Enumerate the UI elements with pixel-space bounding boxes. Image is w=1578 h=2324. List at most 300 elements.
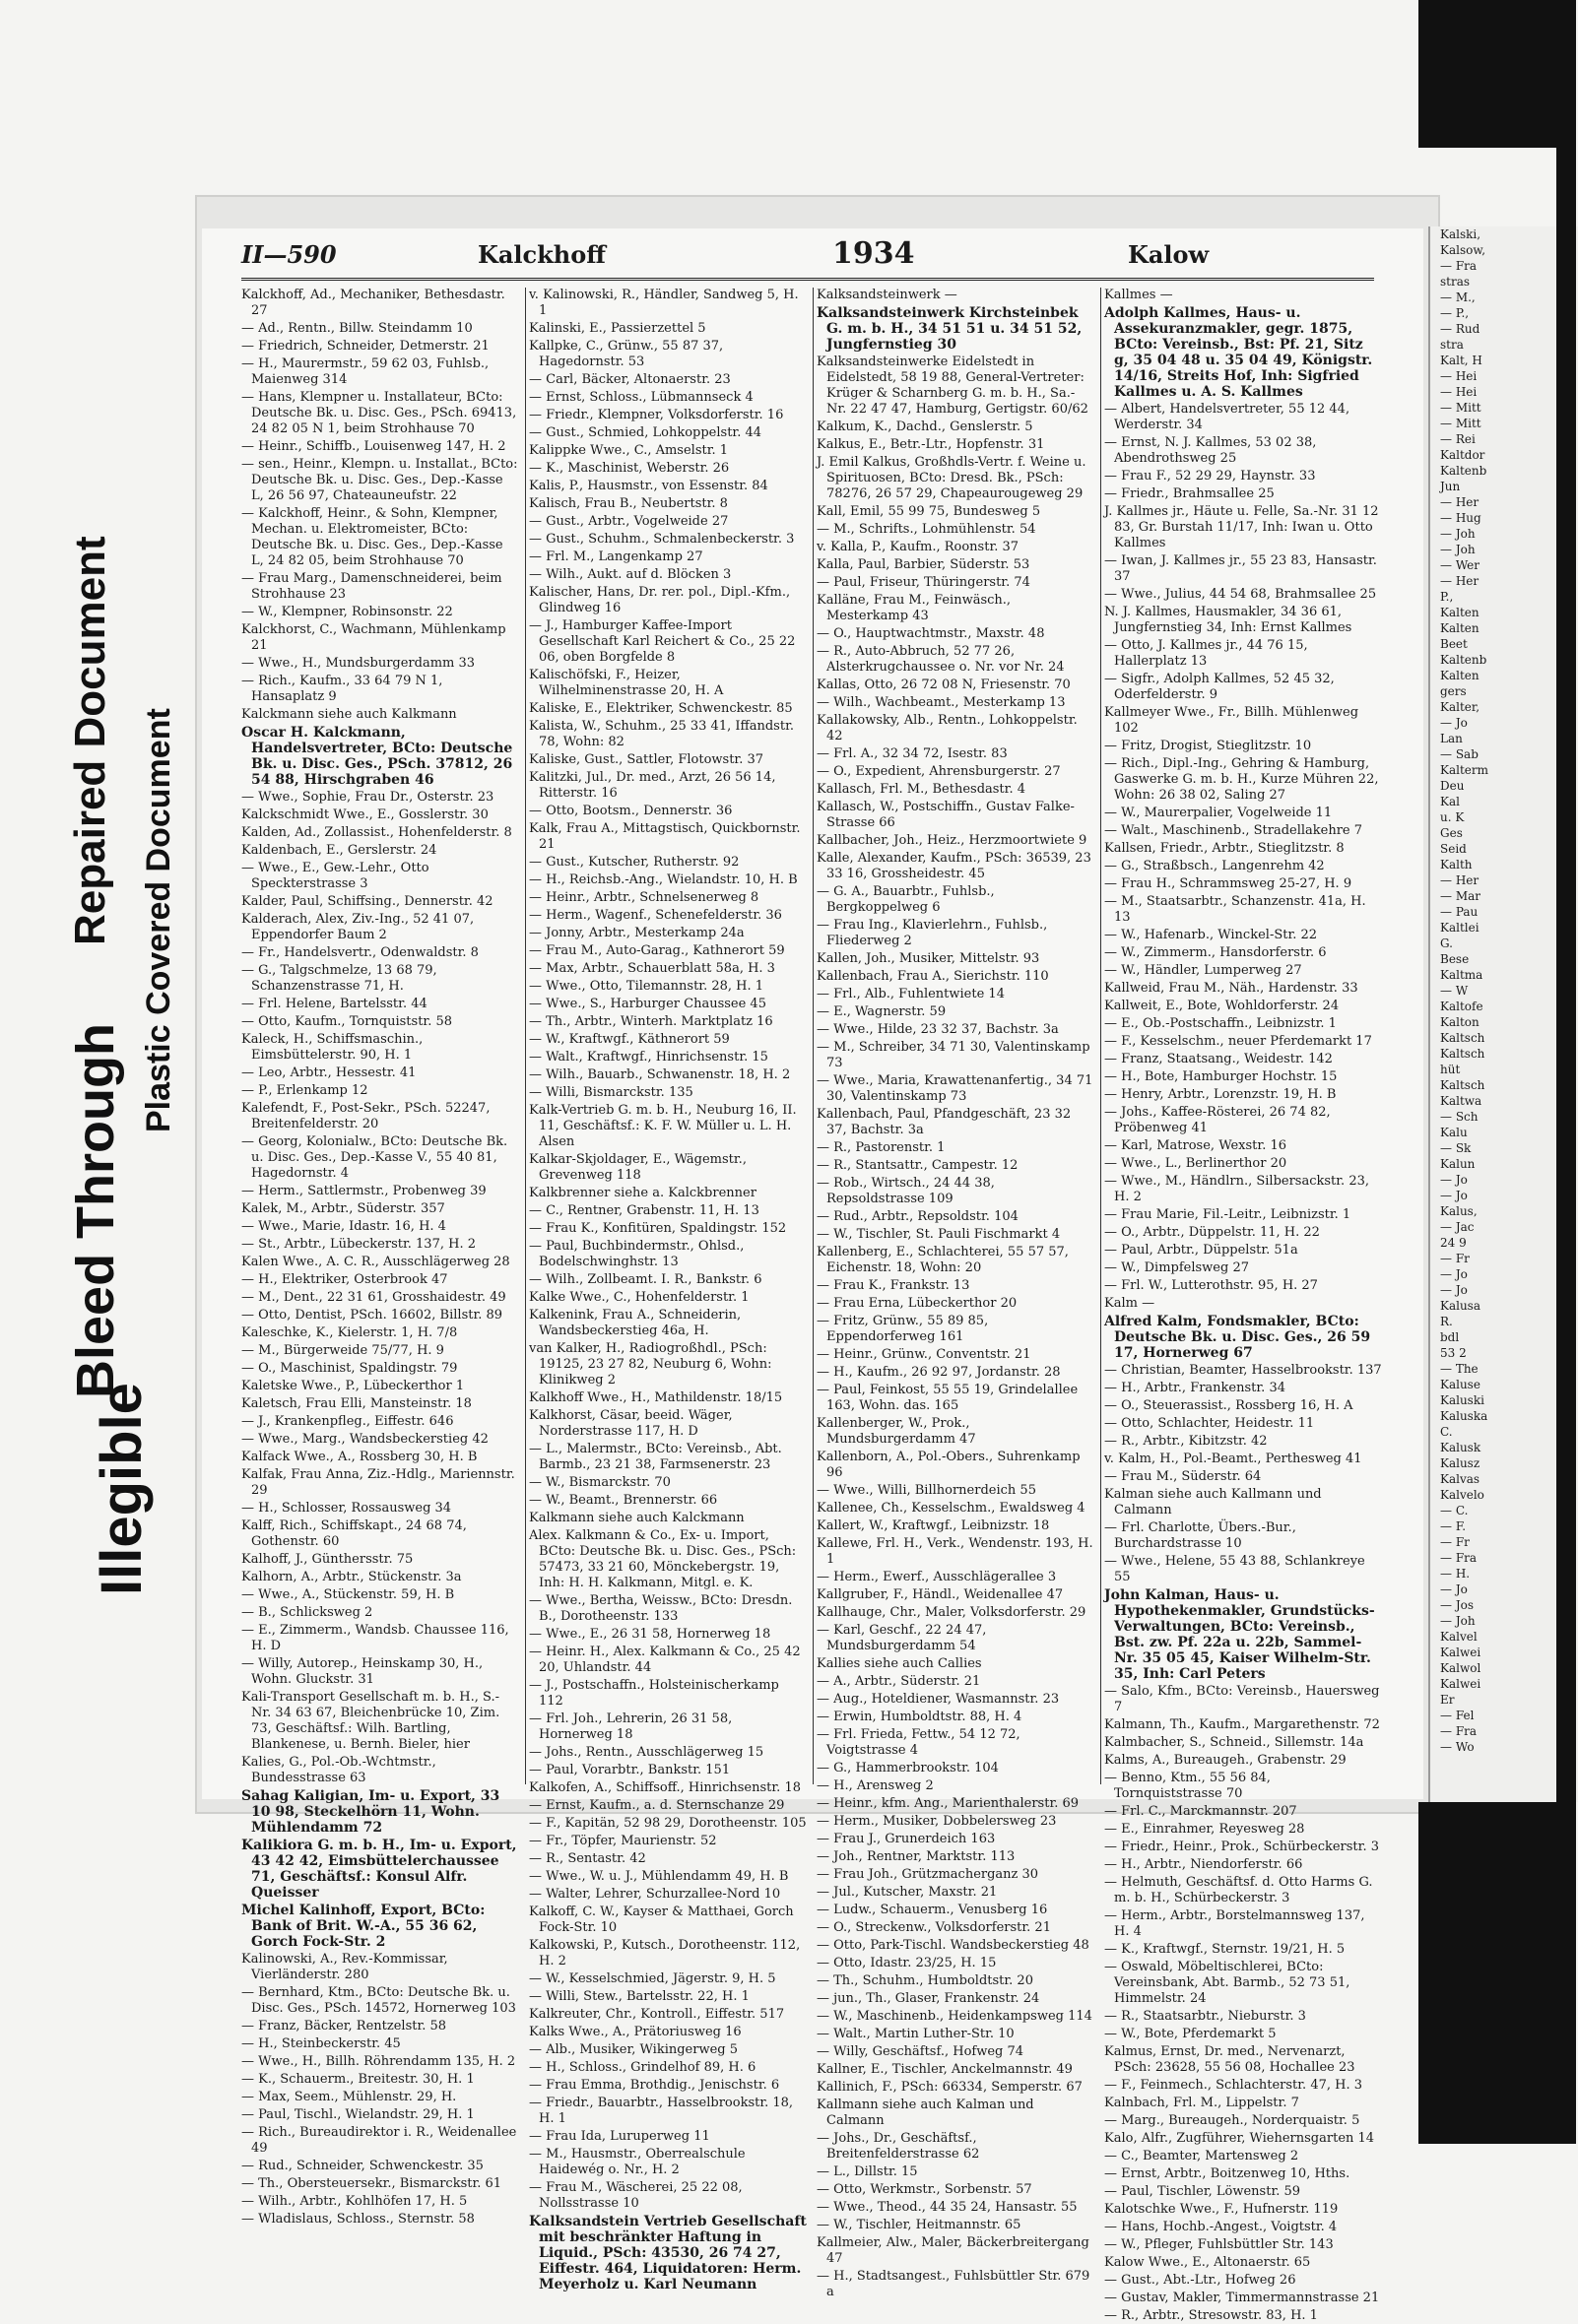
directory-entry: — Willy, Geschäftsf., Hofweg 74: [817, 2044, 1024, 2059]
directory-entry: — Otto, Park-Tischl. Wandsbeckerstieg 48: [817, 1938, 1089, 1953]
directory-entry: — H., Steinbeckerstr. 45: [241, 2036, 401, 2051]
directory-entry: — Hans, Klempner u. Installateur, BCto: Deutsche Bk. u. Disc. Ges., PSch. 69413, 24 82 05 N 1, beim Strohhause 70: [241, 390, 517, 436]
fragment-line: — H.: [1440, 1567, 1471, 1581]
fragment-line: Kalusz: [1440, 1456, 1480, 1470]
directory-entry: — Gustav, Makler, Timmermannstrasse 21: [1104, 2291, 1380, 2305]
directory-entry: Kaliske, Gust., Sattler, Flotowstr. 37: [529, 752, 764, 767]
header-right-keyword: Kalow: [1128, 240, 1210, 269]
fragment-line: Kalwei: [1440, 1646, 1481, 1659]
fragment-line: Seid: [1440, 842, 1467, 856]
directory-entry: Kalkar-Skjoldager, E., Wägemstr., Grevenweg 118: [529, 1152, 747, 1183]
directory-entry: — Jonny, Arbtr., Mesterkamp 24a: [529, 926, 745, 940]
directory-entry: — P., Erlenkamp 12: [241, 1083, 368, 1098]
fragment-line: Kalvelo: [1440, 1488, 1484, 1502]
directory-entry: — Friedr., Bauarbtr., Hasselbrookstr. 18, H. 1: [529, 2096, 794, 2126]
directory-entry: — J., Postschaffn., Holsteinischerkamp 112: [529, 1678, 779, 1709]
directory-entry: Kalmus, Ernst, Dr. med., Nervenarzt, PSch: 23628, 55 56 08, Hochallee 23: [1104, 2044, 1355, 2075]
directory-entry: — Friedr., Klempner, Volksdorferstr. 16: [529, 408, 784, 422]
directory-entry: — Wwe., E., 26 31 58, Hornerweg 18: [529, 1627, 771, 1642]
directory-entry: — Frau Erna, Lübeckerthor 20: [817, 1296, 1018, 1311]
directory-entry: Kalinowski, A., Rev.-Kommissar, Vierländerstr. 280: [241, 1952, 448, 1982]
directory-entry: — Helmuth, Geschäftsf. d. Otto Harms G. m. b. H., Schürbeckerstr. 3: [1104, 1875, 1373, 1905]
directory-entry: — Frau Marg., Damenschneiderei, beim Strohhause 23: [241, 571, 502, 602]
directory-entry: — Heinr., Schiffb., Louisenweg 147, H. 2: [241, 439, 506, 454]
directory-entry: Kalkreuter, Chr., Kontroll., Eiffestr. 517: [529, 2007, 785, 2022]
directory-entry: — Wwe., Theod., 44 35 24, Hansastr. 55: [817, 2200, 1078, 2215]
directory-entry: — Frl. A., 32 34 72, Isestr. 83: [817, 746, 1008, 761]
directory-entry: Kallhauge, Chr., Maler, Volksdorferstr. 29: [817, 1605, 1086, 1620]
directory-entry: Kalkoff, C. W., Kayser & Matthaei, Gorch Fock-Str. 10: [529, 1904, 794, 1935]
directory-columns: [241, 288, 1382, 2323]
directory-entry: Kalkhoff Wwe., H., Mathildenstr. 18/15: [529, 1390, 783, 1405]
directory-entry: — Frau M., Süderstr. 64: [1104, 1469, 1262, 1484]
fragment-line: u. K: [1440, 810, 1465, 824]
fragment-line: Kaltma: [1440, 968, 1483, 982]
directory-entry: — E., Wagnerstr. 59: [817, 1004, 947, 1019]
column-4: [1104, 288, 1382, 2323]
fragment-line: bdl: [1440, 1330, 1460, 1344]
directory-entry: Kalks Wwe., A., Prätoriusweg 16: [529, 2025, 742, 2039]
directory-entry: — K., Kraftwgf., Sternstr. 19/21, H. 5: [1104, 1942, 1346, 1957]
fragment-line: — C.: [1440, 1504, 1469, 1517]
directory-entry: — Paul, Buchbindermstr., Ohlsd., Bodelschwinghstr. 13: [529, 1239, 745, 1269]
directory-entry: — Friedr., Heinr., Prok., Schürbeckerstr. 3: [1104, 1840, 1379, 1854]
directory-entry: — Benno, Ktm., 55 56 84, Tornquiststrasse 70: [1104, 1771, 1271, 1801]
directory-entry: — Karl, Geschf., 22 24 47, Mundsburgerdamm 54: [817, 1623, 987, 1653]
fragment-line: Kalterm: [1440, 763, 1488, 777]
directory-entry: — Herm., Ewerf., Ausschlägerallee 3: [817, 1570, 1057, 1584]
directory-entry: — W., Zimmerm., Hansdorferstr. 6: [1104, 945, 1327, 960]
directory-entry: — Frl. Frieda, Fettw., 54 12 72, Voigtstrasse 4: [817, 1727, 1020, 1758]
header-left-keyword: Kalckhoff: [478, 240, 606, 269]
fragment-line: — Jos: [1440, 1598, 1475, 1612]
directory-entry: — Iwan, J. Kallmes jr., 55 23 83, Hansastr. 37: [1104, 553, 1377, 584]
fragment-line: Ges: [1440, 826, 1463, 840]
directory-entry: — Wwe., Marie, Idastr. 16, H. 4: [241, 1219, 446, 1234]
label-bleed-through: Bleed Through: [66, 1023, 125, 1398]
fragment-line: P.,: [1440, 590, 1454, 604]
fragment-line: — Wo: [1440, 1740, 1475, 1754]
directory-entry: — Willi, Bismarckstr. 135: [529, 1085, 693, 1100]
directory-entry: — Wwe., Helene, 55 43 88, Schlankreye 55: [1104, 1554, 1365, 1584]
directory-entry: v. Kalm, H., Pol.-Beamt., Perthesweg 41: [1104, 1452, 1362, 1466]
directory-entry: — H., Bote, Hamburger Hochstr. 15: [1104, 1069, 1338, 1084]
fragment-line: — Hug: [1440, 511, 1481, 525]
directory-entry: — Wwe., Otto, Tilemannstr. 28, H. 1: [529, 979, 764, 994]
fragment-line: — Joh: [1440, 1614, 1476, 1628]
fragment-line: — Fr: [1440, 1535, 1470, 1549]
directory-entry: Kallenberger, W., Prok., Mundsburgerdamm 47: [817, 1416, 976, 1447]
directory-entry: — Johs., Kaffee-Rösterei, 26 74 82, Pröbenweg 41: [1104, 1105, 1331, 1135]
fragment-line: Kalten: [1440, 669, 1479, 682]
directory-entry: — Fritz, Drogist, Stieglitzstr. 10: [1104, 739, 1312, 753]
directory-entry: — Wwe., Marg., Wandsbeckerstieg 42: [241, 1432, 489, 1447]
directory-entry: Kallenbach, Paul, Pfandgeschäft, 23 32 37, Bachstr. 3a: [817, 1107, 1072, 1137]
column-3: [817, 288, 1094, 2299]
directory-entry: Kalden, Ad., Zollassist., Hohenfelderstr. 8: [241, 825, 512, 840]
directory-entry: — Frau M., Wäscherei, 25 22 08, Nollsstrasse 10: [529, 2180, 743, 2211]
column-separator: [1100, 288, 1101, 1784]
fragment-line: — W: [1440, 984, 1469, 998]
fragment-line: Kalten: [1440, 606, 1479, 619]
fragment-line: — Sch: [1440, 1110, 1479, 1124]
directory-entry: — Paul, Vorarbtr., Bankstr. 151: [529, 1763, 731, 1777]
directory-entry: J. Emil Kalkus, Großhdls-Vertr. f. Weine u. Spirituosen, BCto: Dresd. Bk., PSch: 78276, 26 57 29, Chapeaurougeweg 29: [817, 455, 1086, 501]
directory-entry: Kalff, Rich., Schiffskapt., 24 68 74, Gothenstr. 60: [241, 1518, 467, 1549]
directory-entry: — Rich., Bureaudirektor i. R., Weidenallee 49: [241, 2125, 517, 2156]
scan-border-right: [1556, 148, 1576, 1812]
directory-entry: — Sigfr., Adolph Kallmes, 52 45 32, Oderfelderstr. 9: [1104, 672, 1335, 702]
directory-entry: John Kalman, Haus- u. Hypothekenmakler, Grundstücks-Verwaltungen, BCto: Vereinsb., Bst. zw. Pf. 22a u. 22b, Sammel-Nr. 35 05 45, Kaiser Wilhelm-Str. 35, Inh: Carl Peters: [1104, 1587, 1375, 1682]
directory-entry: Kallas, Otto, 26 72 08 N, Friesenstr. 70: [817, 678, 1071, 692]
fragment-line: Kaluska: [1440, 1409, 1488, 1423]
directory-entry: Kallsen, Friedr., Arbtr., Stieglitzstr. 8: [1104, 841, 1345, 856]
fragment-line: — Jo: [1440, 1582, 1468, 1596]
fragment-line: Jun: [1440, 480, 1461, 493]
directory-entry: — Fr., Töpfer, Maurienstr. 52: [529, 1834, 717, 1848]
directory-entry: — Frl. Charlotte, Übers.-Bur., Burchardstrasse 10: [1104, 1520, 1296, 1551]
directory-entry: Kalder, Paul, Schiffsing., Dennerstr. 42: [241, 894, 493, 909]
fragment-line: — Jo: [1440, 1189, 1468, 1202]
directory-entry: — H., Stadtsangest., Fuhlsbüttler Str. 679 a: [817, 2269, 1090, 2299]
directory-entry: — Frau K., Konfitüren, Spaldingstr. 152: [529, 1221, 787, 1236]
column-separator: [813, 288, 814, 1784]
directory-entry: Kalfack Wwe., A., Rossberg 30, H. B: [241, 1450, 478, 1464]
directory-entry: — Heinr., kfm. Ang., Marienthalerstr. 69: [817, 1796, 1080, 1811]
directory-entry: Kallewe, Frl. H., Verk., Wendenstr. 193, H. 1: [817, 1536, 1093, 1567]
directory-entry: — Otto, Werkmstr., Sorbenstr. 57: [817, 2182, 1032, 2197]
side-annotation-labels: [0, 0, 197, 2144]
directory-entry: — Wwe., Maria, Krawattenanfertig., 34 71 30, Valentinskamp 73: [817, 1073, 1093, 1104]
directory-entry: — H., Maurermstr., 59 62 03, Fuhlsb., Maienweg 314: [241, 356, 490, 387]
directory-entry: — L., Malermstr., BCto: Vereinsb., Abt. Barmb., 23 21 38, Farmsenerstr. 23: [529, 1442, 782, 1472]
directory-entry: Alex. Kalkmann & Co., Ex- u. Import, BCto: Deutsche Bk. u. Disc. Ges., PSch: 57473, 33 21 60, Mönckebergstr. 19, Inh: H. H. Kalkmann, Mitgl. e. K.: [529, 1528, 797, 1590]
directory-entry: — L., Dillstr. 15: [817, 2164, 918, 2179]
fragment-line: G.: [1440, 936, 1453, 950]
directory-entry: Kalischer, Hans, Dr. rer. pol., Dipl.-Kfm., Glindweg 16: [529, 585, 791, 615]
directory-entry: Kalefendt, F., Post-Sekr., PSch. 52247, Breitenfelderstr. 20: [241, 1101, 491, 1131]
fragment-line: Kalwol: [1440, 1661, 1481, 1675]
directory-entry: — Frl. Helene, Bartelsstr. 44: [241, 997, 427, 1011]
header-rule: [241, 278, 1374, 283]
directory-entry: — Wilh., Aukt. auf d. Blöcken 3: [529, 567, 732, 582]
fragment-line: Kalun: [1440, 1157, 1476, 1171]
fragment-line: — M.,: [1440, 290, 1476, 304]
directory-entry: — A., Arbtr., Süderstr. 21: [817, 1674, 981, 1689]
directory-entry: — Wwe., Julius, 44 54 68, Brahmsallee 25: [1104, 587, 1377, 602]
directory-entry: — K., Maschinist, Weberstr. 26: [529, 461, 730, 476]
directory-entry: Kaliske, E., Elektriker, Schwenckestr. 85: [529, 701, 793, 716]
page-number: II—590: [241, 240, 337, 269]
directory-entry: — Herm., Musiker, Dobbelersweg 23: [817, 1814, 1057, 1829]
fragment-line: Kalus,: [1440, 1204, 1478, 1218]
fragment-line: Kaltenb: [1440, 653, 1487, 667]
directory-entry: — W., Tischler, Heitmannstr. 65: [817, 2218, 1021, 2232]
directory-entry: — Frau K., Frankstr. 13: [817, 1278, 970, 1293]
directory-entry: — O., Steuerassist., Rossberg 16, H. A: [1104, 1398, 1353, 1413]
directory-entry: — Ernst, Kaufm., a. d. Sternschanze 29: [529, 1798, 785, 1813]
fragment-line: stra: [1440, 338, 1464, 352]
fragment-line: Kaltdor: [1440, 448, 1485, 462]
directory-entry: Kallgruber, F., Händl., Weidenallee 47: [817, 1587, 1064, 1602]
fragment-line: — Mitt: [1440, 401, 1481, 415]
directory-entry: — Carl, Bäcker, Altonaerstr. 23: [529, 372, 731, 387]
directory-entry: — Gust., Schmied, Lohkoppelstr. 44: [529, 425, 762, 440]
directory-entry: — Frl. C., Marckmannstr. 207: [1104, 1804, 1297, 1819]
directory-entry: Kaletske Wwe., P., Lübeckerthor 1: [241, 1379, 465, 1393]
directory-entry: — H., Arbtr., Niendorferstr. 66: [1104, 1857, 1303, 1872]
directory-entry: — W., Klempner, Robinsonstr. 22: [241, 605, 453, 619]
directory-entry: — Max, Seem., Mühlenstr. 29, H.: [241, 2090, 457, 2104]
directory-entry: — Walt., Martin Luther-Str. 10: [817, 2027, 1015, 2041]
directory-entry: — Marg., Bureaugeh., Norderquaistr. 5: [1104, 2113, 1360, 2128]
directory-entry: Kalksandstein Vertrieb Gesellschaft mit beschränkter Haftung in Liquid., PSch: 43530, 26 74 27, Eiffestr. 464, Liquidatoren: Herm. Meyerholz u. Karl Neumann: [529, 2214, 807, 2292]
column-2: [529, 288, 807, 2292]
directory-entry: Kalen Wwe., A. C. R., Ausschlägerweg 28: [241, 1255, 510, 1269]
directory-entry: — St., Arbtr., Lübeckerstr. 137, H. 2: [241, 1237, 476, 1252]
fragment-line: — Wer: [1440, 558, 1480, 572]
directory-entry: Kalms, A., Bureaugeh., Grabenstr. 29: [1104, 1753, 1347, 1768]
directory-entry: — G., Talgschmelze, 13 68 79, Schanzenstrasse 71, H.: [241, 963, 437, 994]
label-repaired-document: Repaired Document: [66, 536, 114, 945]
directory-entry: Kalkhorst, Cäsar, beeid. Wäger, Norderstrasse 117, H. D: [529, 1408, 733, 1439]
fragment-line: — Fra: [1440, 1724, 1478, 1738]
directory-entry: — Wwe., E., Gew.-Lehr., Otto Speckterstrasse 3: [241, 861, 429, 891]
directory-entry: — W., Bote, Pferdemarkt 5: [1104, 2027, 1277, 2041]
directory-entry: — Wwe., Hilde, 23 32 37, Bachstr. 3a: [817, 1022, 1059, 1037]
fragment-line: Kaluski: [1440, 1393, 1484, 1407]
directory-entry: Kalla, Paul, Barbier, Süderstr. 53: [817, 557, 1030, 572]
header-year: 1934: [832, 236, 915, 271]
directory-entry: — Th., Obersteuersekr., Bismarckstr. 61: [241, 2176, 502, 2191]
fragment-line: — Rud: [1440, 322, 1480, 336]
directory-entry: Kallakowsky, Alb., Rentn., Lohkoppelstr. 42: [817, 713, 1078, 743]
directory-entry: Kallert, W., Kraftwgf., Leibnizstr. 18: [817, 1518, 1050, 1533]
fragment-line: Kal: [1440, 795, 1460, 808]
fragment-line: Deu: [1440, 779, 1465, 793]
directory-entry: Kalman siehe auch Kallmann und Calmann: [1104, 1487, 1322, 1517]
directory-entry: — Ernst, Schloss., Lübmannseck 4: [529, 390, 754, 405]
fragment-line: Kalwei: [1440, 1677, 1481, 1691]
directory-entry: — Frau Marie, Fil.-Leitr., Leibnizstr. 1: [1104, 1207, 1351, 1222]
directory-entry: Kalek, M., Arbtr., Süderstr. 357: [241, 1201, 445, 1216]
directory-entry: — Otto, Schlachter, Heidestr. 11: [1104, 1416, 1315, 1431]
directory-entry: Kalksandsteinwerke Eidelstedt in Eidelstedt, 58 19 88, General-Vertreter: Krüger & Scharnberg G. m. b. H., Sa.-Nr. 22 47 47, Hamburg, Gertigstr. 60/62: [817, 355, 1088, 417]
directory-entry: Kalhoff, J., Günthersstr. 75: [241, 1552, 414, 1567]
directory-entry: — Herm., Arbtr., Borstelmannsweg 137, H. 4: [1104, 1908, 1365, 1939]
directory-entry: — Otto, Bootsm., Dennerstr. 36: [529, 804, 733, 818]
directory-entry: — Walter, Lehrer, Schurzallee-Nord 10: [529, 1887, 781, 1902]
fragment-line: — Fra: [1440, 1551, 1478, 1565]
directory-entry: — Gust., Schuhm., Schmalenbeckerstr. 3: [529, 532, 795, 547]
directory-entry: — E., Ob.-Postschaffn., Leibnizstr. 1: [1104, 1016, 1337, 1031]
directory-entry: — Rich., Dipl.-Ing., Gehring & Hamburg, Gaswerke G. m. b. H., Kurze Mühren 22, Wohn: 26 38 02, Saling 27: [1104, 756, 1379, 803]
fragment-line: — Jo: [1440, 1283, 1468, 1297]
directory-entry: — Gust., Arbtr., Vogelweide 27: [529, 514, 729, 529]
directory-entry: Kallpke, C., Grünw., 55 87 37, Hagedornstr. 53: [529, 339, 724, 369]
directory-entry: — W., Händler, Lumperweg 27: [1104, 963, 1302, 978]
directory-entry: — H., Arbtr., Frankenstr. 34: [1104, 1381, 1285, 1395]
fragment-line: Kalsow,: [1440, 243, 1486, 257]
directory-entry: — Frau Ing., Klavierlehrn., Fuhlsb., Fliederweg 2: [817, 918, 1048, 948]
directory-entry: — Paul, Arbtr., Düppelstr. 51a: [1104, 1243, 1298, 1258]
directory-entry: — R., Staatsarbtr., Nieburstr. 3: [1104, 2009, 1306, 2024]
directory-entry: — Friedr., Brahmsallee 25: [1104, 486, 1275, 501]
directory-entry: — F., Kapitän, 52 98 29, Dorotheenstr. 105: [529, 1816, 807, 1831]
fragment-line: Lan: [1440, 732, 1463, 745]
directory-entry: Kalhorn, A., Arbtr., Stückenstr. 3a: [241, 1570, 462, 1584]
directory-entry: — Albert, Handelsvertreter, 55 12 44, Werderstr. 34: [1104, 402, 1350, 432]
directory-entry: — Leo, Arbtr., Hessestr. 41: [241, 1065, 417, 1080]
directory-entry: — Max, Arbtr., Schauerblatt 58a, H. 3: [529, 961, 775, 976]
directory-entry: Kalm —: [1104, 1296, 1155, 1311]
label-illegible: Illegible: [90, 1383, 154, 1595]
directory-entry: Kallasch, W., Postschiffn., Gustav Falke-Strasse 66: [817, 800, 1075, 830]
directory-entry: — Friedrich, Schneider, Detmerstr. 21: [241, 339, 490, 354]
fragment-line: Kalski,: [1440, 227, 1481, 241]
fragment-line: — Rei: [1440, 432, 1476, 446]
directory-entry: — Franz, Bäcker, Rentzelstr. 58: [241, 2019, 447, 2034]
directory-entry: — Oswald, Möbeltischlerei, BCto: Vereinsbank, Abt. Barmb., 52 73 51, Himmelstr. 24: [1104, 1960, 1350, 2006]
directory-entry: Kallinich, F., PSch: 66334, Semperstr. 67: [817, 2080, 1083, 2095]
directory-entry: Kalkofen, A., Schiffsoff., Hinrichsenstr. 18: [529, 1780, 801, 1795]
directory-entry: Kalnbach, Frl. M., Lippelstr. 7: [1104, 2096, 1299, 2110]
directory-entry: Kalkum, K., Dachd., Genslerstr. 5: [817, 420, 1033, 434]
directory-entry: — J., Hamburger Kaffee-Import Gesellschaft Karl Reichert & Co., 25 22 06, oben Borgfelde 8: [529, 618, 796, 665]
column-separator: [525, 288, 526, 1784]
directory-entry: — Wwe., Willi, Billhornerdeich 55: [817, 1483, 1036, 1498]
directory-entry: Kallies siehe auch Callies: [817, 1656, 982, 1671]
directory-entry: — Frau Joh., Grützmacherganz 30: [817, 1867, 1039, 1882]
directory-entry: Kall, Emil, 55 99 75, Bundesweg 5: [817, 504, 1041, 519]
directory-entry: Kallenberg, E., Schlachterei, 55 57 57, Eichenstr. 18, Wohn: 20: [817, 1245, 1069, 1275]
fragment-line: — Her: [1440, 495, 1479, 509]
directory-entry: — H., Schloss., Grindelhof 89, H. 6: [529, 2060, 756, 2075]
directory-entry: — Wwe., S., Harburger Chaussee 45: [529, 997, 766, 1011]
directory-entry: Kalis, P., Hausmstr., von Essenstr. 84: [529, 479, 768, 493]
directory-entry: — O., Maschinist, Spaldingstr. 79: [241, 1361, 458, 1376]
directory-entry: — E., Einrahmer, Reyesweg 28: [1104, 1822, 1305, 1837]
directory-entry: Kallen, Joh., Musiker, Mittelstr. 93: [817, 951, 1040, 966]
directory-entry: Kalckhoff, Ad., Mechaniker, Bethesdastr. 27: [241, 288, 505, 318]
fragment-line: 24 9: [1440, 1236, 1467, 1250]
directory-entry: Kalke Wwe., C., Hohenfelderstr. 1: [529, 1290, 750, 1305]
directory-entry: — Th., Arbtr., Winterh. Marktplatz 16: [529, 1014, 773, 1029]
directory-entry: — Christian, Beamter, Hasselbrookstr. 137: [1104, 1363, 1382, 1378]
directory-entry: — B., Schlicksweg 2: [241, 1605, 373, 1620]
fragment-line: — Joh: [1440, 527, 1476, 541]
directory-entry: — Ernst, Arbtr., Boitzenweg 10, Hths.: [1104, 2166, 1350, 2181]
directory-entry: Kalksandsteinwerk Kirchsteinbek G. m. b. H., 34 51 51 u. 34 51 52, Jungfernstieg 30: [817, 305, 1083, 353]
directory-entry: — Heinr., Arbtr., Schnelsenerweg 8: [529, 890, 759, 905]
fragment-line: — Mar: [1440, 889, 1480, 903]
directory-entry: v. Kalinowski, R., Händler, Sandweg 5, H. 1: [529, 288, 799, 318]
directory-entry: — Wilh., Zollbeamt. I. R., Bankstr. 6: [529, 1272, 762, 1287]
directory-page: [202, 228, 1423, 2323]
fragment-line: Kaltsch: [1440, 1078, 1485, 1092]
directory-entry: — Ludw., Schauerm., Venusberg 16: [817, 1903, 1048, 1917]
directory-entry: Kallmann siehe auch Kalman und Calmann: [817, 2098, 1034, 2128]
directory-entry: — Frl. W., Lutterothstr. 95, H. 27: [1104, 1278, 1318, 1293]
fragment-line: Kalu: [1440, 1126, 1468, 1139]
directory-entry: — W., Pfleger, Fuhlsbüttler Str. 143: [1104, 2237, 1334, 2252]
directory-entry: — sen., Heinr., Klempn. u. Installat., BCto: Deutsche Bk. u. Disc. Ges., Dep.-Kasse L, 26 56 97, Chateauneufstr. 22: [241, 457, 518, 503]
fragment-line: — Jo: [1440, 1173, 1468, 1187]
directory-entry: Kalkenink, Frau A., Schneiderin, Wandsbeckerstieg 46a, H.: [529, 1308, 742, 1338]
directory-entry: — J., Krankenpfleg., Eiffestr. 646: [241, 1414, 454, 1429]
directory-entry: — Otto, Kaufm., Tornquiststr. 58: [241, 1014, 453, 1029]
directory-entry: Kalischöfski, F., Heizer, Wilhelminenstrasse 20, H. A: [529, 668, 724, 698]
directory-entry: — H., Kaufm., 26 92 97, Jordanstr. 28: [817, 1365, 1061, 1380]
directory-entry: Kaleck, H., Schiffsmaschin., Eimsbüttelerstr. 90, H. 1: [241, 1032, 424, 1063]
directory-entry: Kalies, G., Pol.-Ob.-Wchtmstr., Bundesstrasse 63: [241, 1755, 436, 1785]
directory-entry: Kallweit, E., Bote, Wohldorferstr. 24: [1104, 999, 1340, 1013]
directory-entry: — Georg, Kolonialw., BCto: Deutsche Bk. u. Disc. Ges., Dep.-Kasse V., 55 40 81, Hagedornstr. 4: [241, 1134, 508, 1181]
directory-entry: — Paul, Tischler, Löwenstr. 59: [1104, 2184, 1301, 2199]
directory-entry: Kalk, Frau A., Mittagstisch, Quickbornstr. 21: [529, 821, 801, 852]
scan-border-bottom: [1418, 1802, 1576, 2144]
directory-entry: Oscar H. Kalckmann, Handelsvertreter, BCto: Deutsche Bk. u. Disc. Ges., PSch. 37812, 26 54 88, Hirschgraben 46: [241, 725, 513, 788]
fragment-line: — F.: [1440, 1519, 1467, 1533]
directory-entry: Kallasch, Frl. M., Bethesdastr. 4: [817, 782, 1025, 797]
fragment-line: Kaltofe: [1440, 1000, 1483, 1013]
fragment-line: Kaltenb: [1440, 464, 1487, 478]
directory-entry: Kalow Wwe., E., Altonaerstr. 65: [1104, 2255, 1311, 2270]
directory-entry: — Otto, J. Kallmes jr., 44 76 15, Hallerplatz 13: [1104, 638, 1308, 669]
directory-entry: — W., Beamt., Brennerstr. 66: [529, 1493, 718, 1508]
directory-entry: — W., Dimpfelsweg 27: [1104, 1260, 1249, 1275]
directory-entry: Kallenbach, Frau A., Sierichstr. 110: [817, 969, 1049, 984]
directory-entry: — O., Hauptwachtmstr., Maxstr. 48: [817, 626, 1045, 641]
directory-entry: — Th., Schuhm., Humboldtstr. 20: [817, 1973, 1033, 1988]
directory-entry: — Otto, Dentist, PSch. 16602, Billstr. 89: [241, 1308, 503, 1323]
directory-entry: — W., Bismarckstr. 70: [529, 1475, 671, 1490]
directory-entry: — R., Auto-Abbruch, 52 77 26, Alsterkrugchaussee o. Nr. vor Nr. 24: [817, 644, 1065, 675]
directory-entry: Adolph Kallmes, Haus- u. Assekuranzmakler, gegr. 1875, BCto: Vereinsb., Bst: Pf. 21, Sitz g, 35 04 48 u. 35 04 49, Königstr. 14/16, Streits Hof, Inh: Sigfried Kallmes u. A. S. Kallmes: [1104, 305, 1373, 400]
fragment-line: Kaltsch: [1440, 1031, 1485, 1045]
directory-entry: — Heinr., Grünw., Conventstr. 21: [817, 1347, 1031, 1362]
directory-entry: Kallweid, Frau M., Näh., Hardenstr. 33: [1104, 981, 1358, 996]
directory-entry: Kaldenbach, E., Gerslerstr. 24: [241, 843, 437, 858]
directory-entry: — R., Stantsattr., Campestr. 12: [817, 1158, 1019, 1173]
fragment-line: Kalusa: [1440, 1299, 1480, 1313]
directory-entry: — M., Staatsarbtr., Schanzenstr. 41a, H. 13: [1104, 894, 1366, 925]
label-plastic-covered: Plastic Covered Document: [140, 708, 177, 1132]
directory-entry: — Aug., Hoteldiener, Wasmannstr. 23: [817, 1692, 1060, 1707]
directory-entry: — Wladislaus, Schloss., Sternstr. 58: [241, 2212, 475, 2227]
fragment-line: Kalvas: [1440, 1472, 1480, 1486]
fragment-line: gers: [1440, 684, 1467, 698]
directory-entry: Kalckmann siehe auch Kalkmann: [241, 707, 457, 722]
directory-entry: Kalotschke Wwe., F., Hufnerstr. 119: [1104, 2202, 1339, 2217]
directory-entry: — Wilh., Wachbeamt., Mesterkamp 13: [817, 695, 1066, 710]
directory-entry: — H., Schlosser, Rossausweg 34: [241, 1501, 452, 1516]
directory-entry: Kalckhorst, C., Wachmann, Mühlenkamp 21: [241, 622, 506, 653]
directory-entry: — H., Arensweg 2: [817, 1778, 934, 1793]
fragment-line: — Sab: [1440, 747, 1479, 761]
directory-entry: — Henry, Arbtr., Lorenzstr. 19, H. B: [1104, 1087, 1337, 1102]
directory-entry: — W., Tischler, St. Pauli Fischmarkt 4: [817, 1227, 1061, 1242]
fragment-line: Kalusk: [1440, 1441, 1481, 1454]
directory-entry: — M., Schrifts., Lohmühlenstr. 54: [817, 522, 1036, 537]
directory-entry: — Wwe., Bertha, Weissw., BCto: Dresdn. B., Dorotheenstr. 133: [529, 1593, 793, 1624]
directory-entry: — Erwin, Humboldtstr. 88, H. 4: [817, 1710, 1022, 1724]
running-head: [241, 236, 1374, 272]
directory-entry: — Frl. M., Langenkamp 27: [529, 549, 703, 564]
directory-entry: Kallner, E., Tischler, Anckelmannstr. 49: [817, 2062, 1073, 2077]
directory-entry: — K., Schauerm., Breitestr. 30, H. 1: [241, 2072, 475, 2087]
directory-entry: — Wwe., M., Händlrn., Silbersackstr. 23, H. 2: [1104, 1174, 1369, 1204]
